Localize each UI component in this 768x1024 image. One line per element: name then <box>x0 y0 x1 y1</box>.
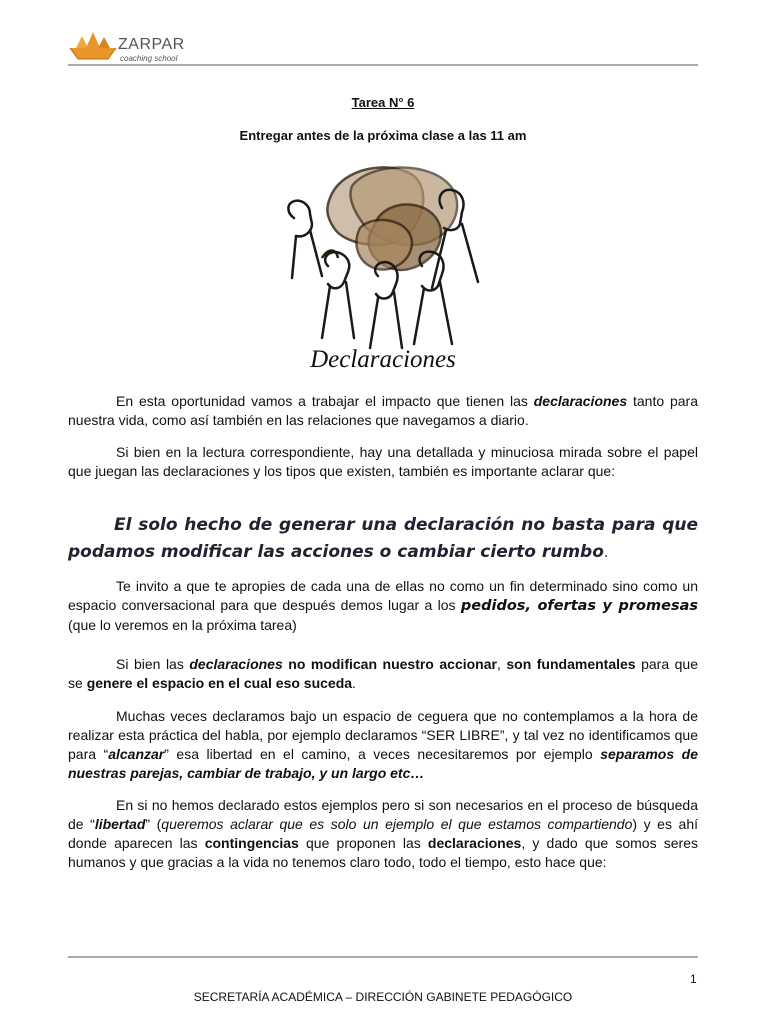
p6-text-2: ” ( <box>145 816 162 832</box>
p4-bold-no-modifican: no modifican nuestro accionar <box>282 656 497 672</box>
footer-text: SECRETARÍA ACADÉMICA – DIRECCIÓN GABINETE PEDAGÓGICO <box>193 990 573 1004</box>
footer-rule <box>68 956 698 958</box>
p6-text-4: que proponen las <box>298 835 428 851</box>
quote-text: El solo hecho de generar una declaración no basta para que podamos modificar las acciones o cambiar cierto rumbo <box>68 515 698 562</box>
p4-bold-genere-espacio: genere el espacio en el cual eso suceda <box>86 675 353 691</box>
people-speech-bubbles-illustration <box>282 158 486 350</box>
page-number: 1 <box>690 972 697 986</box>
p3-text-3: (que lo veremos en la próxima tarea) <box>68 617 297 633</box>
paragraph-1 <box>68 392 698 430</box>
p4-emphasis-declaraciones: declaraciones <box>189 656 283 672</box>
p4-text-1: Si bien las <box>116 656 190 672</box>
header-rule <box>68 64 698 66</box>
paragraph-5 <box>68 707 698 783</box>
paragraph-4 <box>68 655 698 693</box>
p6-bold-declaraciones: declaraciones <box>427 835 522 851</box>
task-title: Tarea N° 6 <box>351 95 415 110</box>
quote-end: . <box>603 545 609 561</box>
paper-boat-icon <box>68 32 118 62</box>
p6-italic-aclaracion: queremos aclarar que es solo un ejemplo el que estamos compartiendo <box>161 816 633 832</box>
p4-text-5: para que se <box>68 656 698 691</box>
p1-emphasis-declaraciones: declaraciones <box>533 393 628 409</box>
logo-wordmark: ZARPAR <box>118 36 185 53</box>
logo-tagline: coaching school <box>120 54 178 63</box>
p4-bold-fundamentales: son fundamentales <box>506 656 636 672</box>
p4-comma: , <box>496 656 507 672</box>
p1-text-1: En esta oportunidad vamos a trabajar el impacto que tienen las <box>116 393 534 409</box>
p2-text: Si bien en la lectura correspondiente, hay una detallada y minuciosa mirada sobre el papel que juegan las declaraciones y los tipos que existen, también es importante aclarar que: <box>68 444 698 479</box>
p3-text-1: Te invito a que te apropies de cada una de ellas no como un fin determinado sino como un espacio conversacional para que después demos lugar a los <box>68 578 698 613</box>
p6-text-3: ) y es ahí donde aparecen las <box>68 816 698 851</box>
p5-emphasis-cambiar-trabajo: cambiar de trabajo, y un largo etc… <box>187 765 425 781</box>
p5-text-1: Muchas veces declaramos bajo un espacio de ceguera que no contemplamos a la hora de realizar esta práctica del habla, por ejemplo declaramos “SER LIBRE”, y tal vez no identificamos que para “ <box>68 708 698 762</box>
document-title: Declaraciones <box>310 346 456 373</box>
p3-emphasis-pedidos: pedidos <box>460 598 526 614</box>
p6-text-1: En si no hemos declarado estos ejemplos pero si son necesarios en el proceso de búsqueda de “ <box>68 797 698 832</box>
p1-text-2: tanto para nuestra vida, como así también en las relaciones que navegamos a diario. <box>68 393 698 428</box>
paragraph-3 <box>68 577 698 635</box>
p4-period: . <box>352 675 356 691</box>
p5-comma: , <box>179 765 188 781</box>
zarpar-logo <box>68 30 198 68</box>
highlighted-quote <box>68 512 698 567</box>
p5-emphasis-alcanzar: alcanzar <box>108 746 165 762</box>
p3-comma: , <box>525 598 538 614</box>
p5-text-2: ” esa libertad en el camino, a veces necesitaremos por ejemplo <box>164 746 601 762</box>
paragraph-6 <box>68 796 698 872</box>
p6-text-5: , y dado que somos seres humanos y que gracias a la vida no tenemos claro todo, todo el tiempo, esto hace que: <box>68 835 698 870</box>
p6-bold-contingencias: contingencias <box>204 835 299 851</box>
paragraph-2 <box>68 443 698 481</box>
deadline-note: Entregar antes de la próxima clase a las 11 am <box>239 128 527 143</box>
p6-emphasis-libertad: libertad <box>94 816 146 832</box>
p5-emphasis-separamos: separamos de nuestras parejas <box>68 746 698 781</box>
p3-emphasis-ofertas-promesas: ofertas y promesas <box>537 598 698 614</box>
people-speech-bubbles-icon <box>282 158 486 350</box>
